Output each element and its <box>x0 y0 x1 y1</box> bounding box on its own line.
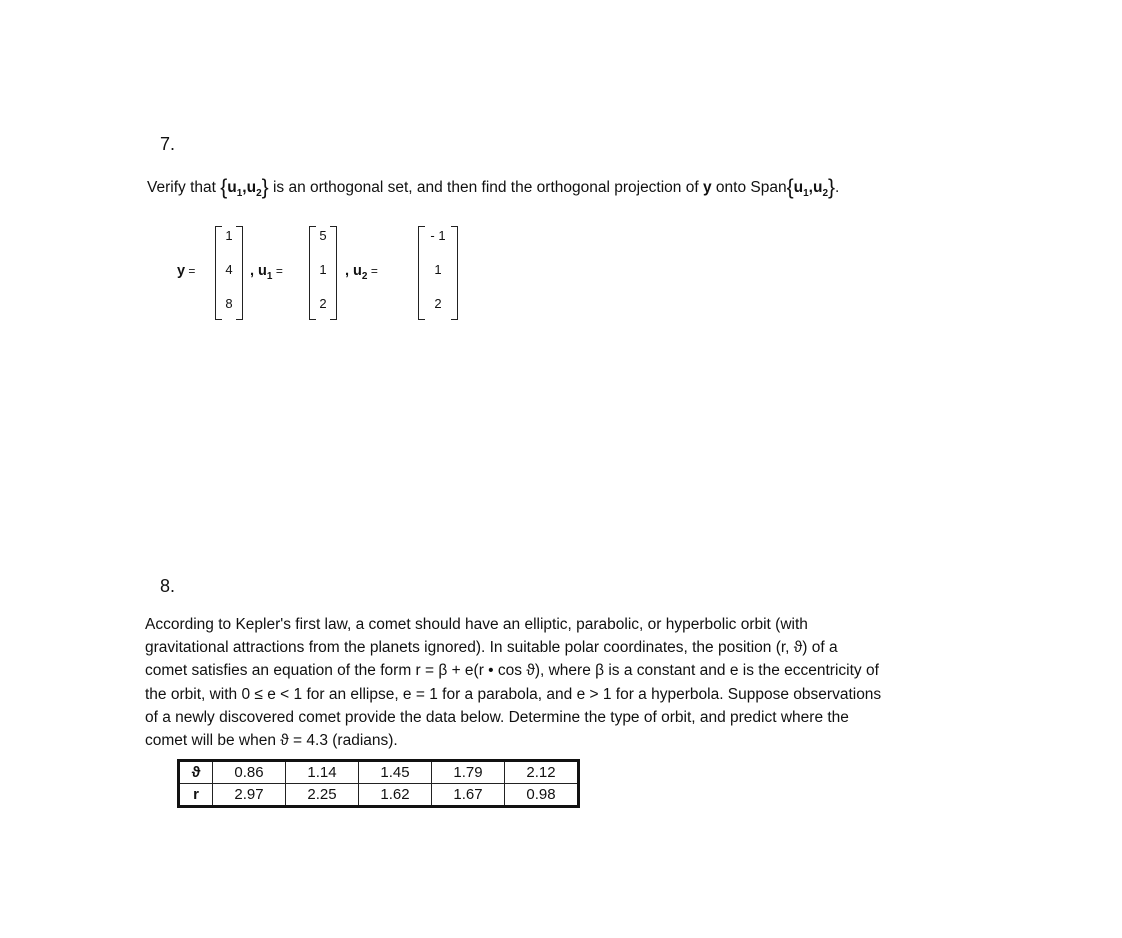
u2-subscript: 2 <box>256 188 262 200</box>
y-symbol: y <box>702 179 712 196</box>
u2-vector <box>418 226 458 318</box>
table-cell: 1.62 <box>359 784 432 807</box>
question-8-number: 8. <box>160 576 176 596</box>
set-open-brace: { <box>220 176 228 199</box>
table-cell: 0.86 <box>213 761 286 784</box>
prompt-period: . <box>835 179 840 196</box>
u1-vector <box>309 226 337 318</box>
table-cell: 1.14 <box>286 761 359 784</box>
set-close-brace: } <box>261 176 269 199</box>
paragraph-line: comet satisfies an equation of the form r = β + e(r • cos ϑ), where β is a constant and e is the eccentricity of <box>145 662 879 680</box>
u1-symbol: u <box>227 179 237 196</box>
u1-vector-entry: 2 <box>319 296 327 311</box>
y-vector-entry: 1 <box>225 228 233 243</box>
u1-label <box>250 263 283 282</box>
u2-label-eq: = <box>367 264 378 278</box>
u2-symbol: u <box>246 179 257 196</box>
y-vector-entry: 8 <box>225 296 233 311</box>
span-comma: , <box>808 179 813 196</box>
span-u1-subscript: 1 <box>803 188 809 200</box>
table-cell: 2.12 <box>505 761 579 784</box>
table-cell: 1.45 <box>359 761 432 784</box>
table-row-r <box>179 784 579 807</box>
prompt-intro: Verify that <box>147 179 216 196</box>
table-cell: 2.97 <box>213 784 286 807</box>
u1-label-text: , u <box>250 263 267 279</box>
table-cell: 2.25 <box>286 784 359 807</box>
table-cell: 0.98 <box>505 784 579 807</box>
prompt-middle: is an orthogonal set, and then find the orthogonal projection of <box>272 179 699 196</box>
question-7-number: 7. <box>160 134 176 154</box>
y-label-symbol: y <box>177 263 186 279</box>
paragraph-line: gravitational attractions from the planets ignored). In suitable polar coordinates, the position (r, ϑ) of a <box>145 639 838 657</box>
prompt-onto-span: onto Span <box>715 179 787 196</box>
table-row-label: r <box>179 784 213 807</box>
u2-vector-entry: 1 <box>434 262 442 277</box>
u1-label-eq: = <box>272 264 283 278</box>
table-row-label: ϑ <box>179 761 213 784</box>
span-u1-symbol: u <box>793 179 804 196</box>
question-7-prompt <box>147 174 839 199</box>
paragraph-line: the orbit, with 0 ≤ e < 1 for an ellipse, e = 1 for a parabola, and e > 1 for a hyperbola. Suppose observations <box>145 685 882 703</box>
u2-label <box>345 263 378 282</box>
u2-label-text: , u <box>345 263 362 279</box>
table-cell: 1.79 <box>432 761 505 784</box>
y-vector-entry: 4 <box>225 262 233 277</box>
paragraph-line: According to Kepler's first law, a comet should have an elliptic, parabolic, or hyperbolic orbit (with <box>145 616 808 633</box>
paragraph-line: of a newly discovered comet provide the data below. Determine the type of orbit, and predict where the <box>145 708 849 726</box>
paragraph-line: comet will be when ϑ = 4.3 (radians). <box>145 732 398 750</box>
u1-subscript: 1 <box>236 188 243 200</box>
observation-table <box>177 759 580 808</box>
span-open-brace: { <box>786 176 794 199</box>
table-cell: 1.67 <box>432 784 505 807</box>
table-row-theta <box>179 761 579 784</box>
set-comma: , <box>242 179 247 196</box>
y-label: y = <box>177 263 196 279</box>
u2-label-subscript: 2 <box>361 270 368 282</box>
question-8-paragraph <box>145 613 1005 752</box>
u2-vector-entry: - 1 <box>430 228 446 243</box>
u2-vector-entry: 2 <box>434 296 442 311</box>
span-close-brace: } <box>828 176 836 199</box>
y-vector <box>215 226 243 318</box>
u1-vector-entry: 5 <box>319 228 327 243</box>
u1-label-subscript: 1 <box>266 270 273 282</box>
span-u2-symbol: u <box>812 179 823 196</box>
span-u2-subscript: 2 <box>822 188 828 200</box>
u1-vector-entry: 1 <box>319 262 327 277</box>
